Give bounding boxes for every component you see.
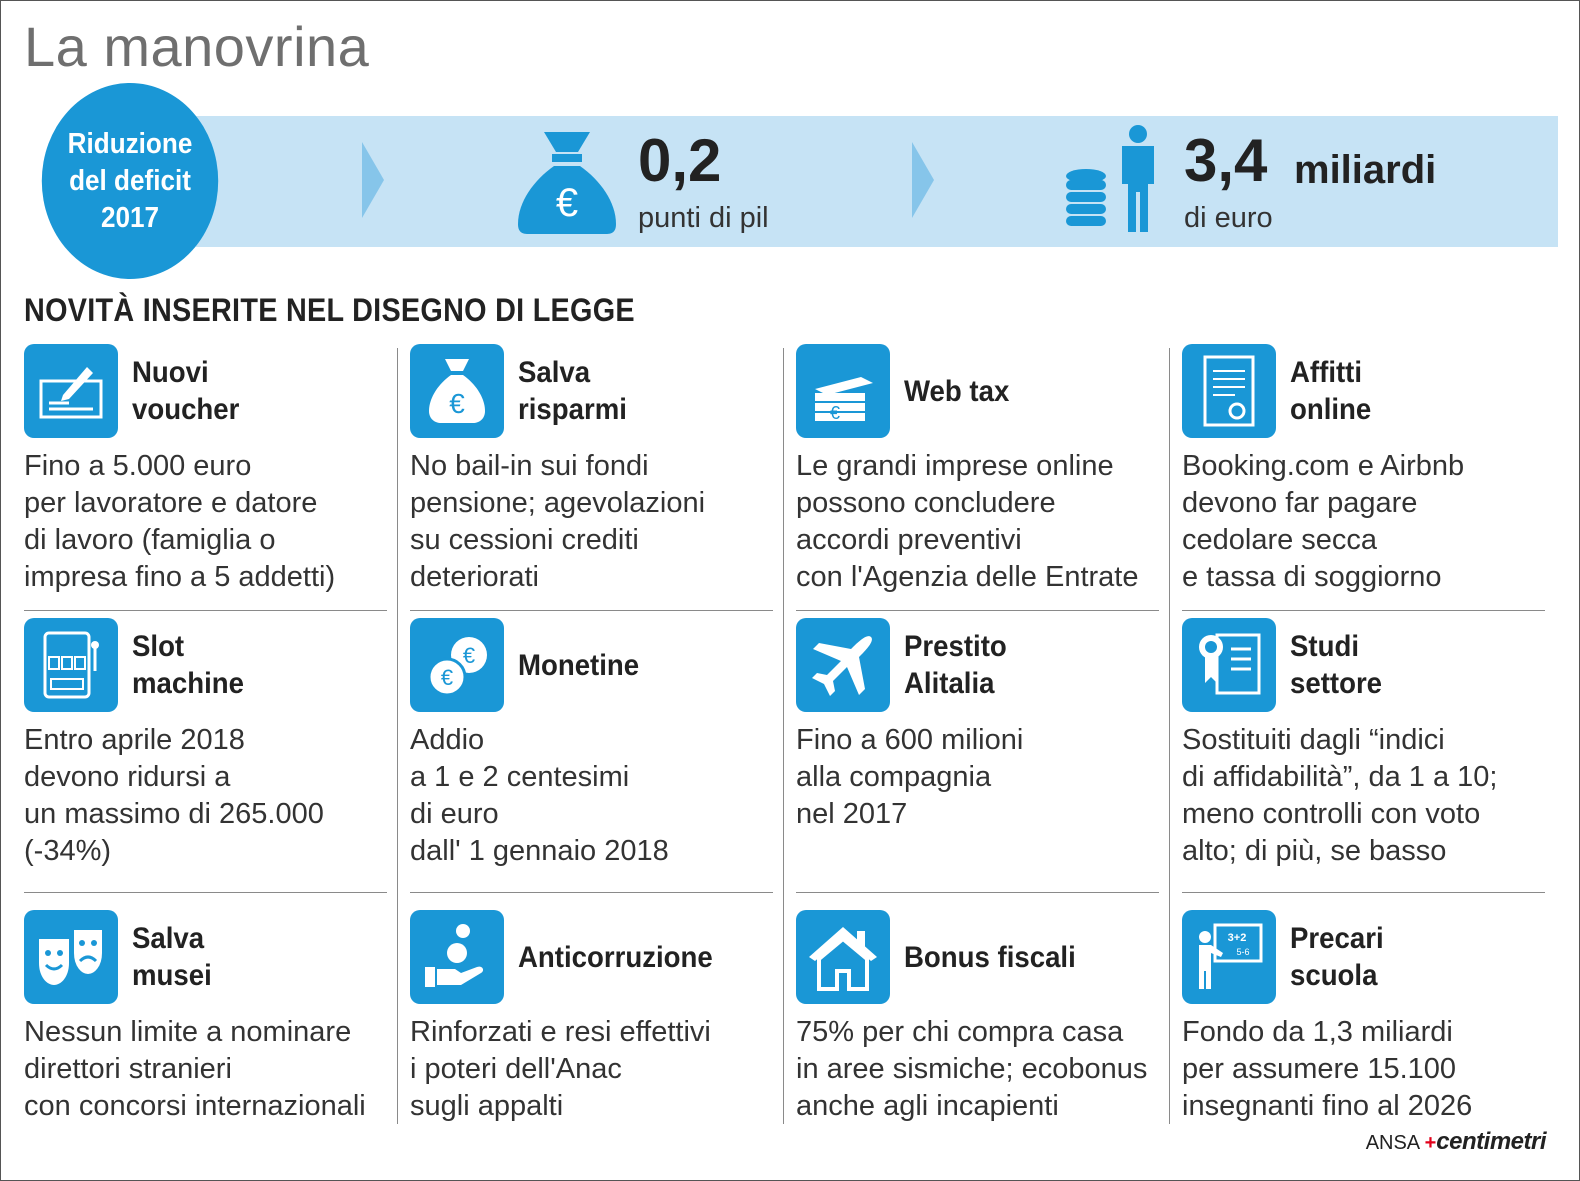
circle-line: Riduzione xyxy=(67,127,193,160)
card-body: Nessun limite a nominare direttori stranieri con concorsi internazionali xyxy=(24,1016,366,1122)
card-title: Studi settore xyxy=(1290,630,1383,700)
row-divider xyxy=(24,892,387,893)
card-title: Precari scuola xyxy=(1290,922,1384,992)
circle-line: del deficit xyxy=(69,164,191,197)
credit-brand: centimetri xyxy=(1436,1128,1546,1155)
theater-masks-icon xyxy=(24,910,118,1004)
chevron-right-icon xyxy=(912,142,934,218)
row-divider xyxy=(1182,892,1545,893)
row-divider xyxy=(24,610,387,611)
card-body: Addio a 1 e 2 centesimi di euro dall' 1 gennaio 2018 xyxy=(410,724,669,867)
row-divider xyxy=(410,610,773,611)
slot-machine-icon xyxy=(24,618,118,712)
card-title: Slot machine xyxy=(132,630,244,700)
credit-line xyxy=(1366,1128,1546,1156)
svg-text:€: € xyxy=(555,181,579,225)
row-divider xyxy=(796,610,1159,611)
money-bag-icon xyxy=(410,344,504,438)
euro-coins-icon xyxy=(410,618,504,712)
stat-pil-value: 0,2 xyxy=(638,127,722,194)
card-body: Fino a 600 milioni alla compagnia nel 2017 xyxy=(796,724,1024,830)
svg-text:€: € xyxy=(449,388,465,419)
row-divider xyxy=(1182,610,1545,611)
card-body: 75% per chi compra casa in aree sismiche; ecobonus anche agli incapienti xyxy=(796,1016,1148,1122)
euro-bag-icon xyxy=(516,128,618,236)
stat-amount-label: di euro xyxy=(1184,202,1273,234)
row-divider xyxy=(796,892,1159,893)
row-divider xyxy=(410,892,773,893)
card-body: Fino a 5.000 euro per lavoratore e datore di lavoro (famiglia o impresa fino a 5 addetti) xyxy=(24,450,336,593)
svg-text:€: € xyxy=(462,643,476,668)
banknotes-icon xyxy=(796,344,890,438)
hand-coin-icon xyxy=(410,910,504,1004)
card-title: Nuovi voucher xyxy=(132,356,240,426)
card-body: Le grandi imprese online possono concludere accordi preventivi con l'Agenzia delle Entrate xyxy=(796,450,1139,593)
house-icon xyxy=(796,910,890,1004)
card-title: Affitti online xyxy=(1290,356,1372,426)
voucher-pen-icon xyxy=(24,344,118,438)
card-body: Booking.com e Airbnb devono far pagare cedolare secca e tassa di soggiorno xyxy=(1182,450,1465,593)
card-title: Prestito Alitalia xyxy=(904,630,1007,700)
page-title: La manovrina xyxy=(24,15,370,78)
card-body: Fondo da 1,3 miliardi per assumere 15.100 insegnanti fino al 2026 xyxy=(1182,1016,1473,1122)
card-title: Web tax xyxy=(904,374,1010,408)
deficit-circle xyxy=(42,83,218,279)
document-seal-icon xyxy=(1182,344,1276,438)
svg-text:5-6: 5-6 xyxy=(1236,947,1250,957)
stat-amount-value: 3,4 xyxy=(1184,127,1268,194)
svg-text:€: € xyxy=(440,665,454,690)
card-title: Salva risparmi xyxy=(518,356,627,426)
card-title: Salva musei xyxy=(132,922,212,992)
teacher-blackboard-icon xyxy=(1182,910,1276,1004)
card-body: Entro aprile 2018 devono ridursi a un massimo di 265.000 (-34%) xyxy=(24,724,324,867)
airplane-icon xyxy=(796,618,890,712)
card-body: Sostituiti dagli “indici di affidabilità”, da 1 a 10; meno controlli con voto alto; di più, se basso xyxy=(1182,724,1498,867)
svg-text:€: € xyxy=(829,403,841,423)
circle-line: 2017 xyxy=(100,201,160,234)
coins-person-icon xyxy=(1064,124,1160,236)
credit-ansa: ANSA xyxy=(1365,1132,1420,1154)
svg-text:3+2: 3+2 xyxy=(1227,932,1247,944)
card-title: Bonus fiscali xyxy=(904,940,1076,974)
card-body: Rinforzati e resi effettivi i poteri dell'Anac sugli appalti xyxy=(410,1016,711,1122)
stat-pil-label: punti di pil xyxy=(638,202,769,234)
section-title: NOVITÀ INSERITE NEL DISEGNO DI LEGGE xyxy=(24,292,635,328)
card-body: No bail-in sui fondi pensione; agevolazioni su cessioni crediti deteriorati xyxy=(410,450,706,593)
certificate-icon xyxy=(1182,618,1276,712)
card-title: Anticorruzione xyxy=(518,940,713,974)
chevron-right-icon xyxy=(362,142,384,218)
stat-amount-unit: miliardi xyxy=(1294,148,1437,192)
credit-plus: + xyxy=(1424,1132,1437,1154)
card-title: Monetine xyxy=(518,648,640,682)
